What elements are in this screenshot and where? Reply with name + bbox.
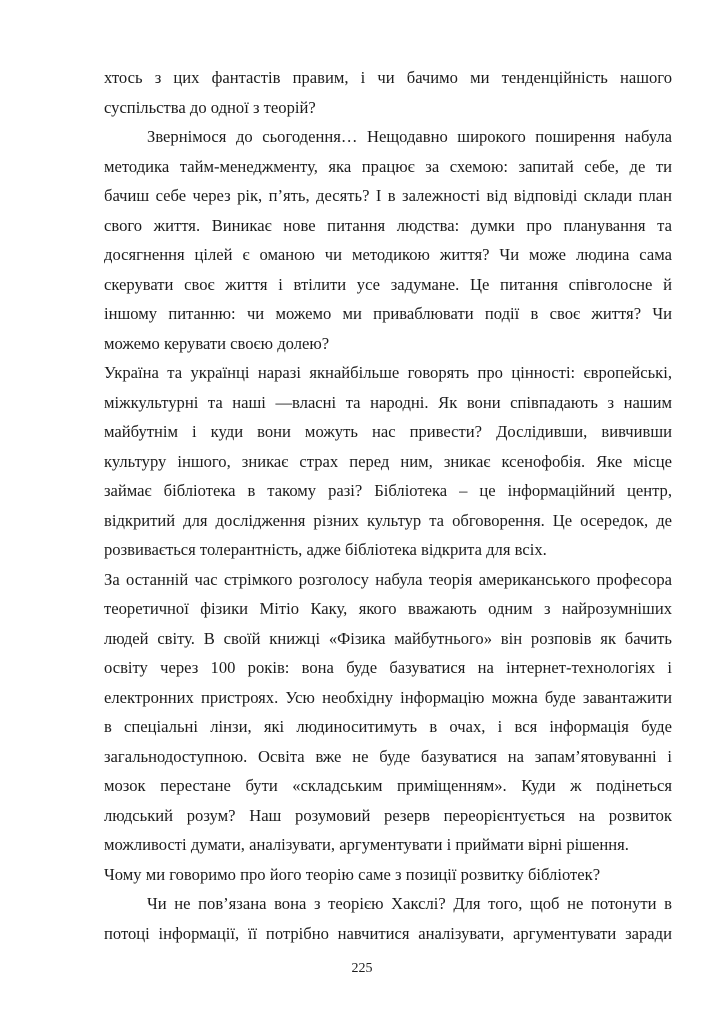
text-line: свого життя. Виникає нове питання людства: думки про планування та — [104, 215, 672, 235]
text-line: культуру іншого, зникає страх перед ним, зникає ксенофобія. Яке місце — [104, 451, 672, 471]
text-line: загальнодоступною. Освіта вже не буде базуватися на запам’ятовуванні і — [104, 746, 672, 766]
text-line: людей світу. В своїй книжці «Фізика майбутнього» він розповів як бачить — [104, 628, 672, 648]
text-line: бачиш себе через рік, п’ять, десять? І в залежності від відповіді склади план — [104, 186, 672, 205]
text-line: досягнення цілей є оманою чи методикою життя? Чи може людина сама — [104, 245, 672, 264]
text-line: методика тайм-менеджменту, яка працює за схемою: запитай себе, де ти — [104, 156, 672, 176]
text-line: мозок перестане бути «складським приміщенням». Куди ж подінеться — [104, 776, 672, 795]
text-line: відкритий для дослідження різних культур та обговорення. Це осередок, де — [104, 510, 672, 530]
text-line: можемо керувати своєю долею? — [104, 333, 330, 353]
text-line: Чи не пов’язана вона з теорією Хакслі? Для того, щоб не потонути в — [147, 894, 672, 913]
text-line: електронних пристроях. Усю необхідну інформацію можна буде завантажити — [104, 687, 672, 707]
text-line: міжкультурні та наші —власні та народні. Як вони співпадають з нашим — [104, 392, 672, 412]
text-line: майбутнім і куди вони можуть нас привести? Дослідивши, вивчивши — [104, 422, 672, 441]
text-line: іншому питанню: чи можемо ми приваблювати події в своє життя? Чи — [104, 304, 672, 323]
text-line: теоретичної фізики Мітіо Каку, якого вважають одним з найрозумніших — [104, 599, 672, 618]
text-line: людський розум? Наш розумовий резерв переорієнтується на розвиток — [104, 805, 672, 825]
text-line: скерувати своє життя і втілити усе задумане. Це питання співголосне й — [104, 274, 672, 294]
text-line: Чому ми говоримо про його теорію саме з позиції розвитку бібліотек? — [104, 864, 601, 884]
text-line: Звернімося до сьогодення… Нещодавно широкого поширення набула — [147, 127, 672, 146]
page-number: 225 — [351, 961, 373, 976]
text-line: За останній час стрімкого розголосу набула теорія американського професора — [104, 569, 672, 589]
text-line: розвивається толерантність, адже бібліотека відкрита для всіх. — [104, 540, 547, 559]
text-line: Україна та українці наразі якнайбільше говорять про цінності: європейські, — [104, 363, 672, 382]
text-line: суспільства до одної з теорій? — [104, 97, 316, 117]
text-line: хтось з цих фантастів правим, і чи бачимо ми тенденційність нашого — [104, 68, 672, 87]
text-line: в спеціальні лінзи, які людиноситимуть в очах, і вся інформація буде — [104, 717, 672, 736]
text-line: можливості думати, аналізувати, аргументувати і приймати вірні рішення. — [104, 835, 629, 854]
body-text — [104, 63, 672, 948]
text-line: освіту через 100 років: вона буде базуватися на інтернет-технологіях і — [104, 658, 672, 677]
text-line: займає бібліотека в такому разі? Бібліотека – це інформаційний центр, — [104, 481, 672, 500]
text-line: потоці інформації, її потрібно навчитися аналізувати, аргументувати заради — [104, 923, 672, 943]
